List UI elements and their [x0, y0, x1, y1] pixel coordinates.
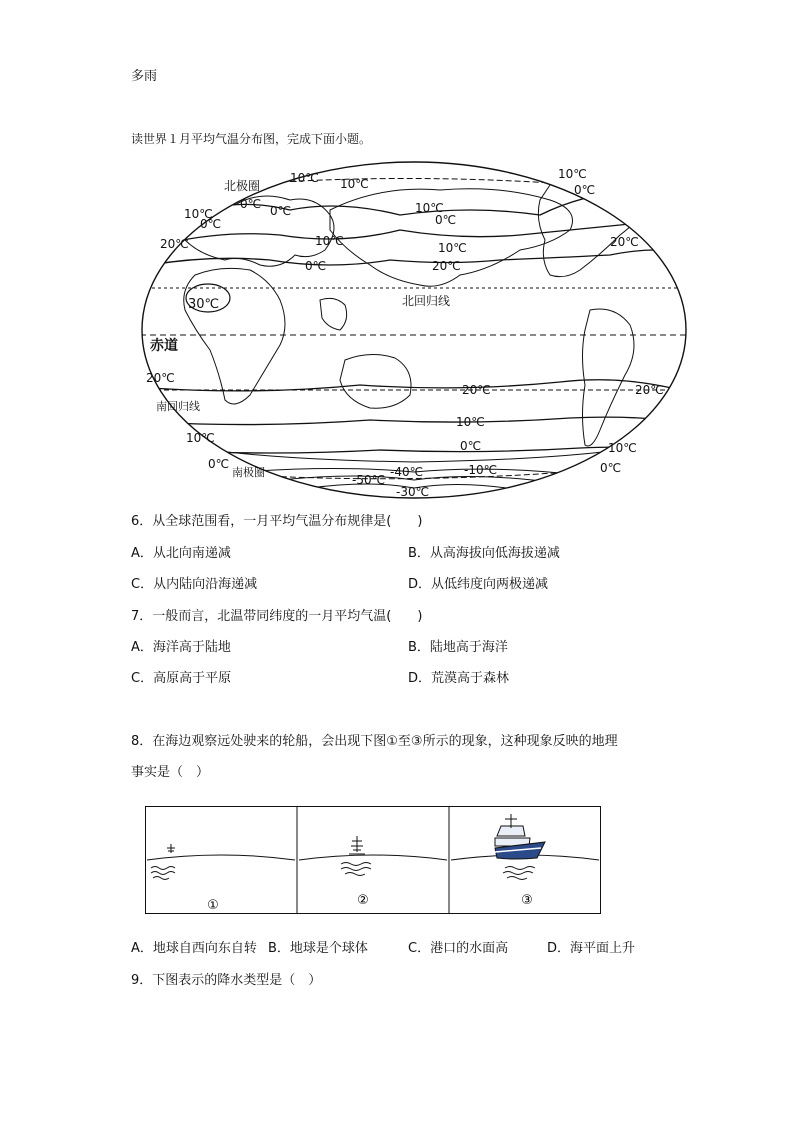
iso-label: 10℃: [415, 201, 444, 215]
iso-label: 0℃: [208, 457, 230, 471]
iso-label: 10℃: [184, 207, 213, 221]
q8-option-c: C．港口的水面高: [408, 941, 509, 956]
iso-label: 0℃: [200, 217, 222, 231]
label-antarctic: 南极圈: [232, 466, 265, 479]
q6-option-c: C．从内陆向沿海递减: [131, 577, 258, 592]
iso-label: 20℃: [146, 371, 175, 385]
q8-option-b: B．地球是个球体: [268, 941, 368, 956]
iso-label: 10℃: [438, 241, 467, 255]
q8-stem-line2: 事实是（ ）: [131, 765, 210, 780]
iso-label: 10℃: [608, 441, 637, 455]
iso-label: 10℃: [290, 171, 319, 185]
iso-label: 0℃: [305, 259, 327, 273]
q7-option-b: B．陆地高于海洋: [408, 640, 508, 655]
iso-label: 20℃: [635, 383, 664, 397]
iso-label: 30℃: [188, 297, 220, 312]
q8-stem-line1: 8．在海边观察远处驶来的轮船，会出现下图①至③所示的现象，这种现象反映的地理: [131, 734, 618, 749]
iso-label: -10℃: [464, 463, 498, 477]
q6-option-b: B．从高海拔向低海拔递减: [408, 546, 560, 561]
iso-label: -30℃: [396, 485, 430, 499]
iso-label: 0℃: [435, 213, 457, 227]
q7-option-c: C．高原高于平原: [131, 671, 232, 686]
panel-label-2: ②: [357, 893, 369, 908]
q7-option-a: A．海洋高于陆地: [131, 640, 231, 655]
iso-label: 0℃: [574, 183, 596, 197]
q6-option-d: D．从低纬度向两极递减: [408, 577, 549, 592]
iso-label: 0℃: [240, 197, 262, 211]
iso-label: 10℃: [340, 177, 369, 191]
ship-figure-svg: [145, 806, 601, 914]
iso-label: 0℃: [270, 204, 292, 218]
label-equator: 赤道: [150, 338, 178, 354]
label-tropic-cancer: 北回归线: [402, 294, 451, 308]
iso-label: 20℃: [432, 259, 461, 273]
label-tropic-capricorn: 南回归线: [156, 400, 200, 413]
ship-horizon-figure: [145, 806, 601, 914]
iso-label: 20℃: [160, 237, 189, 251]
panel-label-1: ①: [207, 898, 219, 913]
label-arctic: 北极圈: [224, 179, 261, 193]
q8-option-d: D．海平面上升: [547, 941, 636, 956]
q8-option-a: A．地球自西向东自转: [131, 941, 257, 956]
q6-stem: 6．从全球范围看，一月平均气温分布规律是( ): [131, 514, 423, 529]
q7-option-d: D．荒漠高于森林: [408, 671, 510, 686]
map-svg: [140, 160, 688, 500]
iso-label: 10℃: [558, 167, 587, 181]
iso-label: 10℃: [186, 431, 215, 445]
iso-label: -40℃: [390, 465, 424, 479]
world-january-temperature-map: [140, 160, 688, 500]
panel-label-3: ③: [521, 893, 533, 908]
q7-stem: 7．一般而言，北温带同纬度的一月平均气温( ): [131, 609, 423, 624]
iso-label: 0℃: [460, 439, 482, 453]
iso-label: 10℃: [456, 415, 485, 429]
iso-label: 10℃: [315, 234, 344, 248]
iso-label: -50℃: [352, 473, 386, 487]
iso-label: 20℃: [462, 383, 491, 397]
iso-label: 0℃: [600, 461, 622, 475]
q6-option-a: A．从北向南递减: [131, 546, 231, 561]
intro-text: 读世界１月平均气温分布图，完成下面小题。: [131, 132, 372, 146]
q9-stem: 9．下图表示的降水类型是（ ）: [131, 973, 322, 988]
header-word: 多雨: [131, 69, 158, 84]
iso-label: 20℃: [610, 235, 639, 249]
